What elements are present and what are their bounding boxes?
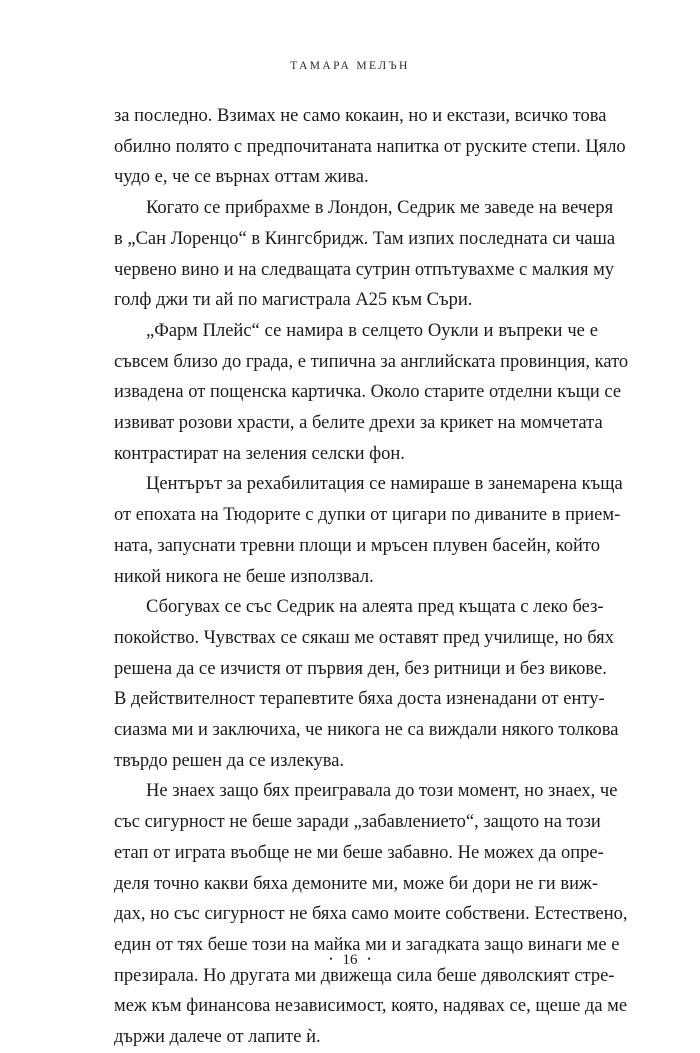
text-line: извадена от пощенска картичка. Около старите отделни къщи се (114, 382, 622, 403)
text-line: Центърът за рехабилитация се намираше в занемарена къща (146, 474, 623, 495)
paragraph (114, 469, 623, 592)
text-line: В действителност терапевтите бяха доста изненадани от енту- (114, 689, 605, 710)
text-line: Сбогувах се със Седрик на алеята пред къщата с леко без- (146, 597, 604, 618)
text-line: дах, но със сигурност не бяха само моите собствени. Естествено, (114, 904, 628, 925)
page-folio (0, 952, 700, 969)
text-line: държи далече от лапите ѝ. (114, 1027, 321, 1048)
text-line: решена да се изчистя от първия ден, без ритници и без викове. (114, 658, 607, 679)
page-number: 16 (342, 952, 358, 968)
text-line: извиват розови храсти, а белите дрехи за крикет на момчетата (114, 413, 603, 434)
text-line: голф джи ти ай по магистрала А25 към Съри. (114, 290, 473, 311)
text-line: в „Сан Лоренцо“ в Кингсбридж. Там изпих последната си чаша (114, 228, 616, 249)
text-line: сиазма ми и заключиха, че никога не са виждали някого толкова (114, 720, 619, 741)
text-line: чудо е, че се върнах оттам жива. (114, 167, 369, 188)
text-line: за последно. Взимах не само кокаин, но и екстази, всичко това (114, 106, 607, 126)
folio-ornament-left: • (329, 954, 333, 964)
text-line: от епохата на Тюдорите с дупки от цигари по диваните в прием- (114, 505, 621, 526)
text-line: съвсем близо до града, е типична за английската провинция, като (114, 351, 629, 372)
text-line: контрастират на зеления селски фон. (114, 443, 405, 464)
text-line: деля точно какви бяха демоните ми, може би дори не ги виж- (114, 873, 598, 894)
body-text (114, 101, 629, 1053)
text-line: Когато се прибрахме в Лондон, Седрик ме заведе на вечеря (146, 198, 614, 219)
folio-ornament-right: • (367, 954, 371, 964)
paragraph (114, 101, 626, 193)
text-line: никой никога не беше използвал. (114, 566, 374, 587)
text-line: обилно полято с предпочитаната напитка от руските степи. Цяло (114, 136, 626, 157)
paragraph (114, 592, 619, 776)
paragraph (114, 193, 616, 316)
text-line: ната, запуснати тревни площи и мръсен плувен басейн, който (114, 535, 600, 556)
text-line: Не знаех защо бях преигравала до този момент, но знаех, че (146, 781, 618, 802)
text-line: със сигурност не беше заради „забавлението“, защото на този (114, 812, 601, 833)
text-line: твърдо решен да се излекува. (114, 750, 345, 771)
text-line: покойство. Чувствах се сякаш ме оставят пред училище, но бях (114, 627, 614, 648)
text-line: етап от играта въобще не ми беше забавно. Не можех да опре- (114, 842, 604, 863)
text-line: един от тях беше този на майка ми и загадката защо винаги ме е (114, 934, 620, 955)
text-line: „Фарм Плейс“ се намира в селцето Оукли и въпреки че е (146, 320, 598, 341)
text-line: презирала. Но другата ми движеща сила беше дяволският стре- (114, 965, 615, 986)
paragraph (114, 316, 629, 470)
running-head-author: ТАМАРА МЕЛЪН (290, 60, 410, 72)
text-line: червено вино и на следващата сутрин отпътувахме с малкия му (114, 259, 615, 280)
paragraph (114, 776, 628, 1052)
text-line: меж към финансова независимост, която, надявах се, щеше да ме (114, 996, 628, 1017)
